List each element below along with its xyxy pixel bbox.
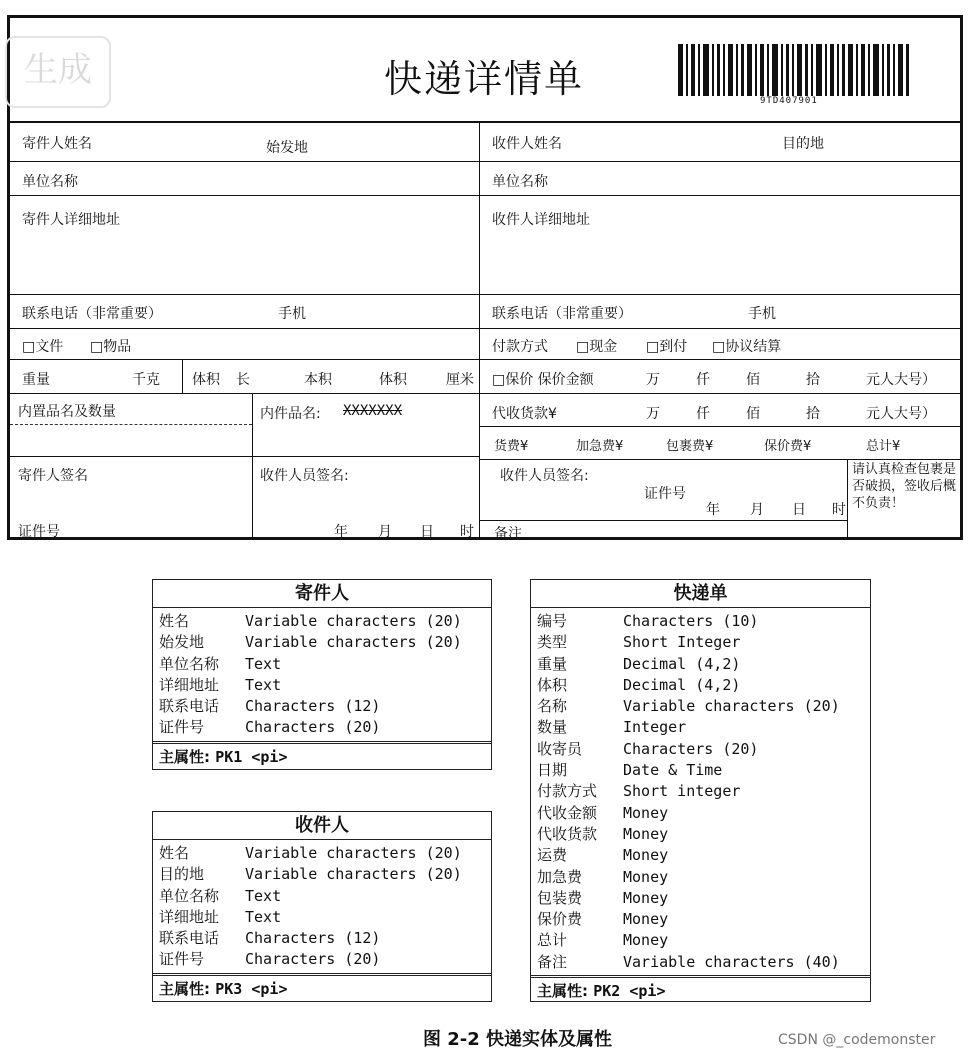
attribute-name: 包装费 <box>537 888 583 907</box>
attribute-row <box>537 739 864 760</box>
receiver-mobile-label: 手机 <box>748 306 776 322</box>
cod-label: 代收货款¥ <box>492 406 557 422</box>
weight-label: 重量 <box>22 372 50 388</box>
sign-hour: 时 <box>460 524 474 540</box>
payment-cash: □现金 <box>576 339 618 355</box>
attribute-row <box>159 675 485 696</box>
barcode-image <box>678 44 910 96</box>
attribute-name: 代收金额 <box>537 803 598 822</box>
attribute-name: 名称 <box>537 697 568 716</box>
attribute-row <box>537 632 864 653</box>
rule-v <box>182 359 183 393</box>
item-goods-checkbox: □物品 <box>90 339 132 355</box>
attribute-type: Money <box>623 888 669 907</box>
insurance-unit-qian: 仟 <box>696 372 710 388</box>
attribute-row <box>537 781 864 802</box>
entity-waybill <box>530 579 871 1002</box>
form-header <box>10 18 960 123</box>
figure-caption: 图 2-2 快递实体及属性 <box>423 1029 613 1050</box>
cod-suffix: 元人大号） <box>866 406 936 422</box>
attribute-name: 证件号 <box>159 950 205 969</box>
attribute-type: Text <box>245 907 282 926</box>
attribute-type: Money <box>623 803 669 822</box>
remark-label: 备注 <box>494 526 522 542</box>
attribute-row <box>537 803 864 824</box>
cod-unit-wan: 万 <box>646 406 660 422</box>
attribute-name: 重量 <box>537 654 568 673</box>
attribute-row <box>537 611 864 632</box>
sender-sign-label: 寄件人签名 <box>18 468 88 484</box>
receiver-address-label: 收件人详细地址 <box>492 212 590 228</box>
attribute-type: Characters (20) <box>245 718 381 737</box>
form-title: 快递详情单 <box>384 57 585 101</box>
entity-sender <box>152 579 492 770</box>
sender-company-label: 单位名称 <box>22 174 78 190</box>
attribute-type: Variable characters (20) <box>245 633 462 652</box>
volume-label: 体积 <box>192 372 220 388</box>
attribute-type: Characters (20) <box>623 739 759 758</box>
attribute-row <box>537 930 864 951</box>
receiver-name-label: 收件人姓名 <box>492 136 562 152</box>
rule <box>10 195 960 196</box>
attribute-type: Date & Time <box>623 761 723 780</box>
entity-attributes <box>153 608 491 744</box>
attribute-row <box>537 824 864 845</box>
sign-month: 月 <box>378 524 392 540</box>
attribute-row <box>159 654 485 675</box>
attribute-name: 单位名称 <box>159 654 220 673</box>
attribute-row <box>159 696 485 717</box>
sender-mobile-label: 手机 <box>278 306 306 322</box>
attribute-name: 收寄员 <box>537 739 583 758</box>
volume-cm: 厘米 <box>446 372 474 388</box>
sender-name-label: 寄件人姓名 <box>22 136 92 152</box>
attribute-name: 详细地址 <box>159 675 220 694</box>
attribute-type: Decimal (4,2) <box>623 675 741 694</box>
receiver-company-label: 单位名称 <box>492 174 548 190</box>
attribute-name: 运费 <box>537 846 568 865</box>
contents-label: 内置品名及数量 <box>18 404 116 420</box>
contents-name-value: XXXXXXX <box>343 403 403 419</box>
rule <box>479 459 960 460</box>
attribute-type: Variable characters (40) <box>623 952 840 971</box>
primary-key <box>153 744 491 770</box>
attribute-row <box>537 675 864 696</box>
attribute-row <box>537 952 864 973</box>
attribute-name: 编号 <box>537 612 568 630</box>
attribute-row <box>537 696 864 717</box>
volume-wood: 本积 <box>304 372 332 388</box>
rule <box>479 426 960 427</box>
attribute-row <box>537 654 864 675</box>
primary-key-label: 主属性: <box>159 747 210 766</box>
attribute-name: 付款方式 <box>537 782 598 801</box>
attribute-type: Variable characters (20) <box>623 697 840 716</box>
fee-freight: 货费¥ <box>494 439 529 454</box>
attribute-type: Characters (10) <box>623 612 759 630</box>
attribute-row <box>159 907 485 928</box>
volume-vol: 体积 <box>379 372 407 388</box>
insurance-unit-shi: 拾 <box>806 372 820 388</box>
attribute-name: 姓名 <box>159 844 190 862</box>
rule-v <box>847 459 848 537</box>
primary-key-value: PK2 <pi> <box>593 982 666 1001</box>
attribute-row <box>537 909 864 930</box>
attribute-type: Money <box>623 824 669 843</box>
fee-insurance: 保价费¥ <box>764 439 812 454</box>
fee-urgent: 加急费¥ <box>576 439 624 454</box>
insurance-unit-wan: 万 <box>646 372 660 388</box>
attribute-type: Decimal (4,2) <box>623 654 741 673</box>
payment-agreement: □协议结算 <box>712 339 782 355</box>
insurance-unit-bai: 佰 <box>746 372 760 388</box>
attribute-type: Money <box>623 846 669 865</box>
attribute-name: 详细地址 <box>159 907 220 926</box>
primary-key-label: 主属性: <box>159 979 210 998</box>
attribute-name: 备注 <box>537 952 568 971</box>
sign-hour-2: 时 <box>832 502 846 518</box>
weight-unit: 千克 <box>132 372 160 388</box>
sign-year-2: 年 <box>706 502 720 518</box>
attribute-row <box>537 717 864 738</box>
attribute-type: Integer <box>623 718 687 737</box>
attribute-row <box>537 888 864 909</box>
sender-phone-label: 联系电话（非常重要） <box>22 306 162 322</box>
cod-unit-shi: 拾 <box>806 406 820 422</box>
volume-long: 长 <box>236 372 250 388</box>
item-doc-checkbox: □文件 <box>22 339 64 355</box>
attribute-name: 联系电话 <box>159 697 220 716</box>
middle-divider <box>479 123 480 537</box>
sender-id-label: 证件号 <box>18 524 60 540</box>
rule <box>10 359 960 360</box>
barcode-number: 9TD407901 <box>760 96 818 106</box>
rule <box>10 328 960 329</box>
rule <box>479 520 847 521</box>
attribute-name: 数量 <box>537 718 568 737</box>
source-credit: CSDN @_codemonster <box>778 1032 936 1048</box>
primary-key <box>153 976 491 1002</box>
rule <box>10 294 960 295</box>
sign-year: 年 <box>334 524 348 540</box>
primary-key <box>531 978 870 1004</box>
attribute-type: Short integer <box>623 782 741 801</box>
waybill-form <box>7 15 963 540</box>
attribute-name: 单位名称 <box>159 886 220 905</box>
form-grid <box>10 123 960 542</box>
sender-address-label: 寄件人详细地址 <box>22 212 120 228</box>
rule <box>10 161 960 162</box>
attribute-row <box>159 611 485 632</box>
attribute-row <box>159 632 485 653</box>
entity-receiver <box>152 811 492 1002</box>
attribute-type: Money <box>623 867 669 886</box>
attribute-type: Characters (12) <box>245 929 381 948</box>
sign-day: 日 <box>420 524 434 540</box>
attribute-type: Characters (20) <box>245 950 381 969</box>
rule <box>10 393 960 394</box>
courier-id-label: 证件号 <box>644 486 686 502</box>
attribute-row <box>159 717 485 738</box>
attribute-name: 保价费 <box>537 910 583 929</box>
attribute-row <box>537 845 864 866</box>
rule <box>10 456 479 457</box>
payment-label: 付款方式 <box>492 339 548 355</box>
destination-label: 目的地 <box>782 136 824 152</box>
attribute-type: Variable characters (20) <box>245 612 462 630</box>
watermark-stamp: 生成 <box>5 36 111 108</box>
contents-name-label: 内件品名: <box>260 406 321 422</box>
sign-day-2: 日 <box>792 502 806 518</box>
primary-key-label: 主属性: <box>537 982 588 1001</box>
attribute-row <box>159 864 485 885</box>
attribute-name: 证件号 <box>159 718 205 737</box>
attribute-type: Variable characters (20) <box>245 865 462 884</box>
fee-package: 包裹费¥ <box>666 439 714 454</box>
attribute-row <box>159 843 485 864</box>
attribute-type: Short Integer <box>623 633 741 652</box>
attribute-row <box>159 928 485 949</box>
attribute-row <box>159 886 485 907</box>
attribute-row <box>537 867 864 888</box>
attribute-type: Characters (12) <box>245 697 381 716</box>
origin-label: 始发地 <box>266 140 308 156</box>
attribute-type: Money <box>623 910 669 929</box>
attribute-name: 类型 <box>537 633 568 652</box>
entity-title: 快递单 <box>531 580 870 608</box>
courier-sign-label: 收件人员签名: <box>260 468 349 484</box>
insurance-label: □保价 保价金额 <box>492 372 594 388</box>
attribute-name: 始发地 <box>159 633 205 652</box>
attribute-type: Text <box>245 886 282 905</box>
attribute-type: Text <box>245 675 282 694</box>
payment-cod: □到付 <box>646 339 688 355</box>
attribute-name: 代收货款 <box>537 824 598 843</box>
fee-total: 总计¥ <box>866 439 901 454</box>
attribute-name: 目的地 <box>159 865 205 884</box>
attribute-name: 联系电话 <box>159 929 220 948</box>
attribute-row <box>159 949 485 970</box>
entity-title: 收件人 <box>153 812 491 840</box>
entity-attributes <box>531 608 870 978</box>
attribute-name: 总计 <box>537 931 568 950</box>
primary-key-value: PK1 <pi> <box>215 747 288 766</box>
attribute-type: Variable characters (20) <box>245 844 462 862</box>
attribute-name: 加急费 <box>537 867 583 886</box>
attribute-type: Text <box>245 654 282 673</box>
rule-v <box>252 393 253 537</box>
attribute-name: 体积 <box>537 675 568 694</box>
rule-dashed <box>10 424 252 425</box>
cod-unit-bai: 佰 <box>746 406 760 422</box>
entity-attributes <box>153 840 491 976</box>
attribute-type: Money <box>623 931 669 950</box>
insurance-suffix: 元人大号） <box>866 372 936 388</box>
receiver-phone-label: 联系电话（非常重要） <box>492 306 632 322</box>
entity-title: 寄件人 <box>153 580 491 608</box>
attribute-row <box>537 760 864 781</box>
sign-month-2: 月 <box>750 502 764 518</box>
attribute-name: 日期 <box>537 761 568 780</box>
courier-sign-label-2: 收件人员签名: <box>500 468 589 484</box>
attribute-name: 姓名 <box>159 612 190 630</box>
cod-unit-qian: 仟 <box>696 406 710 422</box>
notice-text: 请认真检查包裹是否破损，签收后概不负责！ <box>852 462 957 511</box>
primary-key-value: PK3 <pi> <box>215 979 288 998</box>
